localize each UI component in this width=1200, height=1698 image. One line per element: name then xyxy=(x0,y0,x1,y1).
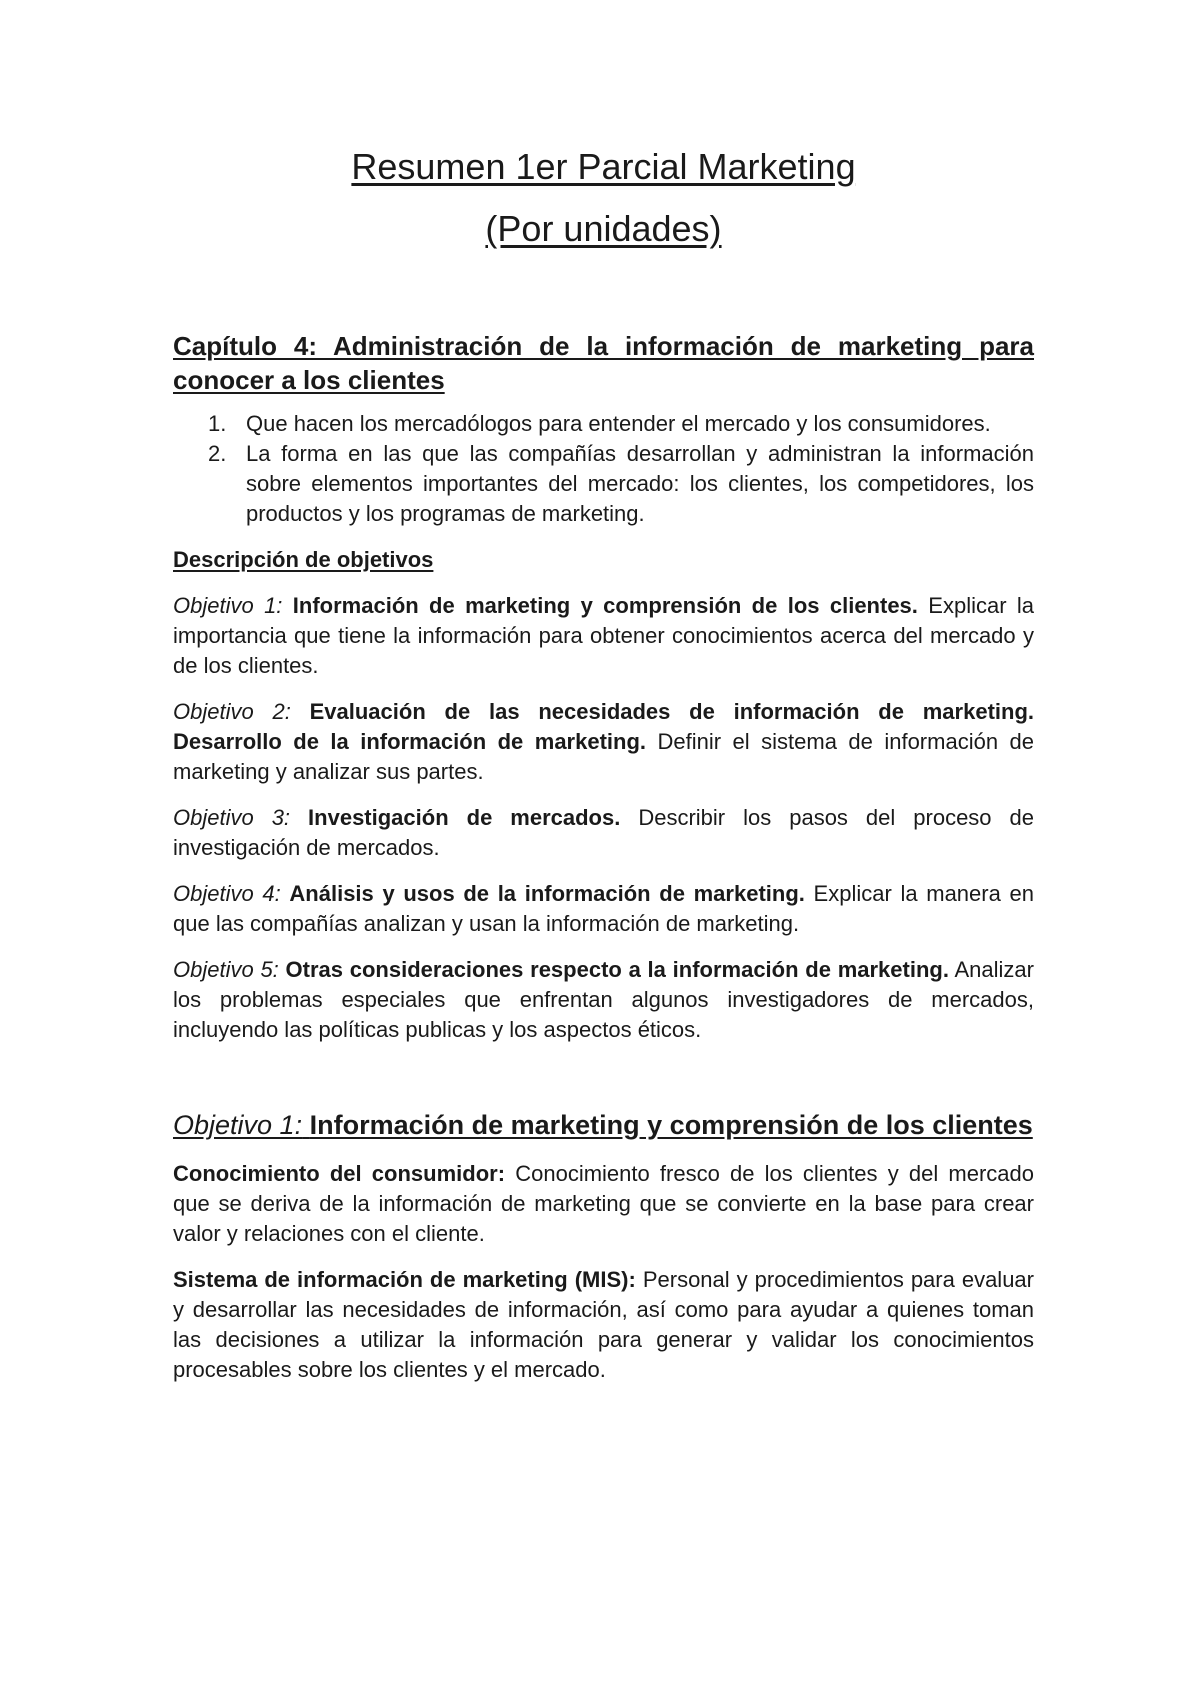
objective-text: Explicar la manera en que las compañías analizan y usan la información de marketing. xyxy=(173,881,1034,936)
definition-mis xyxy=(173,1265,1034,1385)
objective-label: Objetivo 3: xyxy=(173,805,291,830)
objective-text: Definir el sistema de información de marketing y analizar sus partes. xyxy=(173,729,1034,784)
title-block xyxy=(173,0,1034,251)
chapter-heading: Capítulo 4: Administración de la información de marketing para conocer a los clientes xyxy=(173,331,1034,395)
objective-text: Describir los pasos del proceso de investigación de mercados. xyxy=(173,805,1034,860)
objective-description-2 xyxy=(173,697,1034,787)
list-item xyxy=(173,409,1034,439)
objective-description-4 xyxy=(173,879,1034,939)
list-item xyxy=(173,439,1034,529)
chapter-intro-list xyxy=(173,409,1034,529)
list-item-number: 2. xyxy=(208,441,227,466)
list-item-text: La forma en las que las compañías desarrollan y administran la información sobre elementos importantes del mercado: los clientes, los competidores, los productos y los programas de marketing. xyxy=(246,441,1034,526)
objective1-title: Información de marketing y comprensión de los clientes xyxy=(309,1110,1033,1140)
objective-title: Evaluación de las necesidades de información de marketing. Desarrollo de la información de marketing. xyxy=(173,699,1034,754)
definition-consumer-insight xyxy=(173,1159,1034,1249)
definition-text: Personal y procedimientos para evaluar y desarrollar las necesidades de información, así como para ayudar a quienes toman las decisiones a utilizar la información para generar y validar los conocimientos procesables sobre los clientes y el mercado. xyxy=(173,1267,1034,1382)
objective-label: Objetivo 4: xyxy=(173,881,281,906)
objective-text: Analizar los problemas especiales que enfrentan algunos investigadores de mercados, incluyendo las políticas publicas y los aspectos éticos. xyxy=(173,957,1034,1042)
objective1-label: Objetivo 1: xyxy=(173,1110,303,1140)
definition-term: Sistema de información de marketing (MIS): xyxy=(173,1267,636,1292)
definition-term: Conocimiento del consumidor: xyxy=(173,1161,506,1186)
objective-label: Objetivo 1: xyxy=(173,593,283,618)
objective-text: Explicar la importancia que tiene la información para obtener conocimientos acerca del mercado y de los clientes. xyxy=(173,593,1035,678)
document-title: Resumen 1er Parcial Marketing xyxy=(351,146,856,187)
objective-description-5 xyxy=(173,955,1034,1045)
objective-label: Objetivo 2: xyxy=(173,699,291,724)
objective-description-1 xyxy=(173,591,1034,681)
objective-title: Otras consideraciones respecto a la información de marketing. xyxy=(285,957,949,982)
objective-title: Investigación de mercados. xyxy=(308,805,621,830)
objective-title: Información de marketing y comprensión de los clientes. xyxy=(292,593,918,618)
document-subtitle: (Por unidades) xyxy=(485,208,722,249)
objective1-heading xyxy=(173,1108,1034,1143)
list-item-text: Que hacen los mercadólogos para entender el mercado y los consumidores. xyxy=(246,411,991,436)
definition-text: Conocimiento fresco de los clientes y del mercado que se deriva de la información de marketing que se convierte en la base para crear valor y relaciones con el cliente. xyxy=(173,1161,1034,1246)
objective-title: Análisis y usos de la información de marketing. xyxy=(289,881,805,906)
objective-description-3 xyxy=(173,803,1034,863)
objectives-section-heading: Descripción de objetivos xyxy=(173,547,434,572)
list-item-number: 1. xyxy=(208,411,227,436)
objective-label: Objetivo 5: xyxy=(173,957,279,982)
